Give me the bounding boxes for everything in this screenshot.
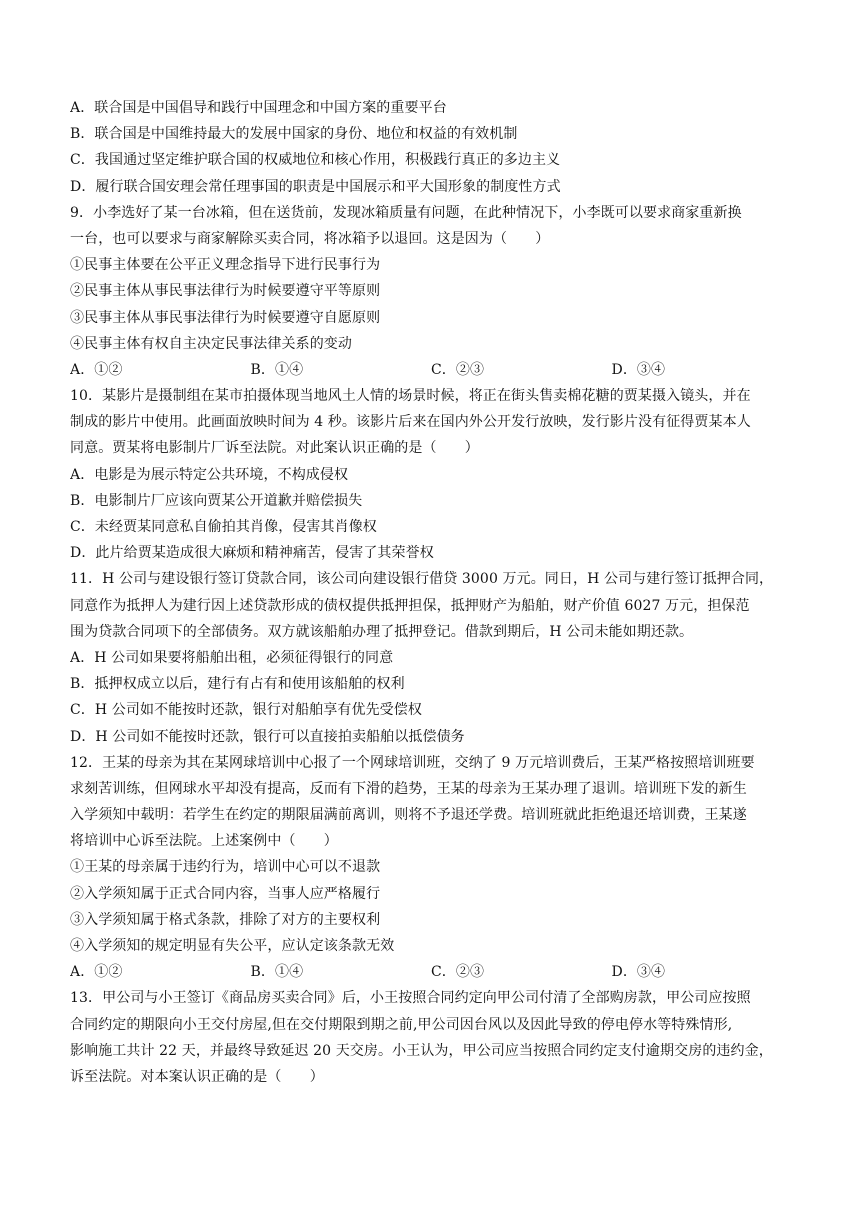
q12-item-4: ④入学须知的规定明显有失公平，应认定该条款无效: [70, 938, 395, 954]
q12-stem-line: 12．王某的母亲为其在某网球培训中心报了一个网球培训班，交纳了 9 万元培训费后，王某严格按照培训班要: [70, 754, 755, 771]
q9-stem-line: 9．小李选好了某一台冰箱，但在送货前，发现冰箱质量有问题，在此种情况下，小李既可以要求商家重新换: [70, 204, 742, 221]
q11-option-a: A．H 公司如果要将船舶出租，必须征得银行的同意: [70, 649, 394, 666]
q10-stem-line: 同意。贾某将电影制片厂诉至法院。对此案认识正确的是（ ）: [70, 440, 479, 457]
q13-stem-line: 13．甲公司与小王签订《商品房买卖合同》后，小王按照合同约定向甲公司付清了全部购房款，甲公司应按照: [70, 990, 751, 1007]
q13-stem-line: 影响施工共计 22 天，并最终导致延迟 20 天交房。小王认为，甲公司应当按照合同约定支付逾期交房的违约金，: [70, 1042, 773, 1059]
q10-stem-line: 制成的影片中使用。此画面放映时间为 4 秒。该影片后来在国内外公开发行放映，发行影片没有征得贾某本人: [70, 414, 751, 431]
q11-option-b: B．抵押权成立以后，建行有占有和使用该船舶的权利: [70, 676, 405, 693]
q9-option-b: B．①④: [250, 361, 304, 378]
q9-options-row: [70, 357, 792, 383]
q8-option-c: C．我国通过坚定维护联合国的权威地位和核心作用，积极践行真正的多边主义: [70, 152, 561, 169]
q9-option-d: D．③④: [611, 361, 666, 378]
q12-item-3: ③入学须知属于格式条款，排除了对方的主要权利: [70, 911, 381, 928]
q11-option-d: D．H 公司如不能按时还款，银行可以直接拍卖船舶以抵偿债务: [70, 728, 465, 745]
q11-stem-line: 同意作为抵押人为建行因上述贷款形成的债权提供抵押担保，抵押财产为船舶，财产价值 6027 万元，担保范: [70, 597, 750, 614]
q9-option-c: C．②③: [431, 361, 485, 378]
q10-option-a: A．电影是为展示特定公共环境，不构成侵权: [70, 466, 349, 483]
q9-item-2: ②民事主体从事民事法律行为时候要遵守平等原则: [70, 283, 381, 300]
q8-option-d: D．履行联合国安理会常任理事国的职责是中国展示和平大国形象的制度性方式: [70, 178, 561, 195]
q9-item-3: ③民事主体从事民事法律行为时候要遵守自愿原则: [70, 309, 381, 326]
q12-option-a: A．①②: [70, 964, 123, 981]
q9-item-4: ④民事主体有权自主决定民事法律关系的变动: [70, 335, 352, 352]
q12-option-d: D．③④: [611, 964, 666, 981]
q12-options-row: [70, 959, 792, 985]
q12-item-1: ①王某的母亲属于违约行为，培训中心可以不退款: [70, 859, 381, 876]
q10-option-c: C．未经贾某同意私自偷拍其肖像，侵害其肖像权: [70, 519, 377, 535]
q9-item-1: ①民事主体要在公平正义理念指导下进行民事行为: [70, 257, 381, 274]
q8-option-a: A．联合国是中国倡导和践行中国理念和中国方案的重要平台: [70, 100, 447, 116]
q13-stem-line: 诉至法院。对本案认识正确的是（ ）: [70, 1068, 324, 1085]
question-content: [70, 95, 792, 1090]
q13-stem-line: 合同约定的期限向小王交付房屋,但在交付期限到期之前,甲公司因台风以及因此导致的停电停水等特殊情形,: [70, 1016, 733, 1033]
q12-stem-line: 入学须知中载明：若学生在约定的期限届满前离训，则将不予退还学费。培训班就此拒绝退还培训费，王某遂: [70, 807, 747, 824]
q8-option-b: B．联合国是中国维持最大的发展中国家的身份、地位和权益的有效机制: [70, 126, 518, 143]
q12-stem-line: 将培训中心诉至法院。上述案例中（ ）: [70, 833, 338, 850]
q9-option-a: A．①②: [70, 361, 123, 378]
q12-item-2: ②入学须知属于正式合同内容，当事人应严格履行: [70, 885, 381, 902]
q9-stem-line: 一台，也可以要求与商家解除买卖合同，将冰箱予以退回。这是因为（ ）: [70, 230, 550, 247]
q10-stem-line: 10．某影片是摄制组在某市拍摄体现当地风土人情的场景时候，将正在街头售卖棉花糖的贾某摄入镜头，并在: [70, 388, 751, 405]
q12-option-c: C．②③: [431, 964, 485, 981]
q11-option-c: C．H 公司如不能按时还款，银行对船舶享有优先受偿权: [70, 702, 422, 719]
q12-option-b: B．①④: [250, 964, 304, 981]
q11-stem-line: 11．H 公司与建设银行签订贷款合同，该公司向建设银行借贷 3000 万元。同日，H 公司与建行签订抵押合同，: [70, 571, 774, 588]
q10-option-b: B．电影制片厂应该向贾某公开道歉并赔偿损失: [70, 492, 363, 509]
q10-option-d: D．此片给贾某造成很大麻烦和精神痛苦，侵害了其荣誉权: [70, 545, 434, 562]
q11-stem-line: 围为贷款合同项下的全部债务。双方就该船舶办理了抵押登记。借款到期后，H 公司未能如期还款。: [70, 623, 694, 640]
q12-stem-line: 求刻苦训练，但网球水平却没有提高，反而有下滑的趋势，王某的母亲为王某办理了退训。培训班下发的新生: [70, 780, 747, 797]
